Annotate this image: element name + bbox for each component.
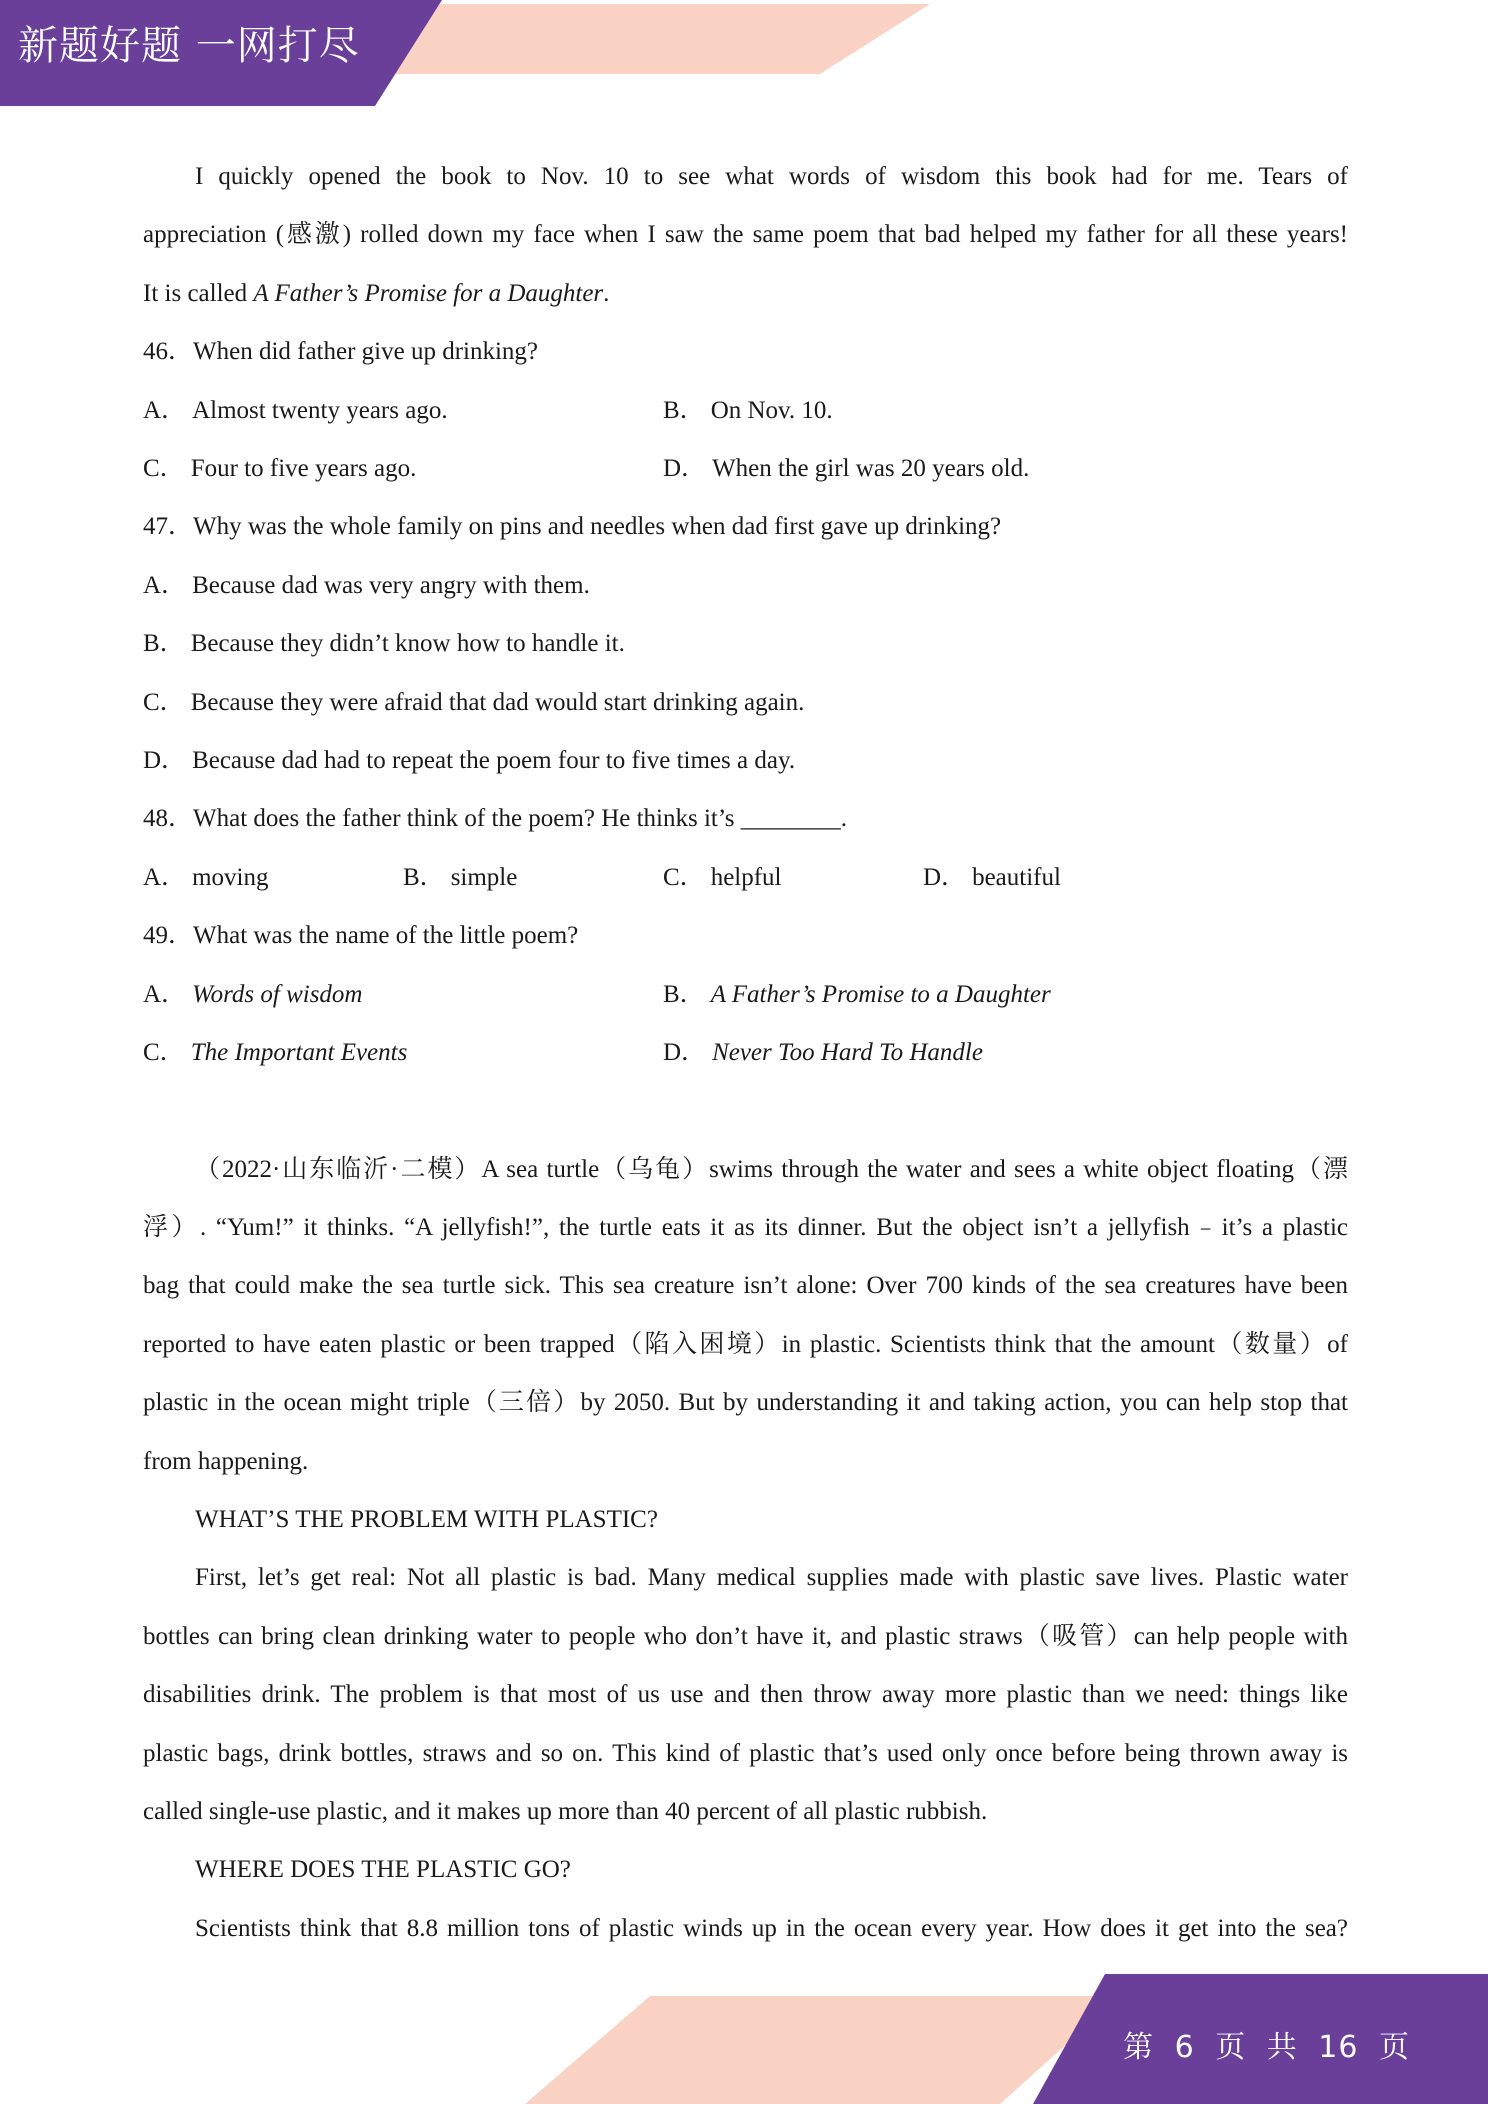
option-b[interactable]: B． Because they didn’t know how to handle it. [143,630,625,658]
option-row [143,1024,1348,1082]
passage-line: disabilities drink. The problem is that most of us use and then throw away more plastic than we need: things like [143,1681,1348,1709]
document-body [143,148,1348,1958]
page-number: 第 6 页 共 16 页 [1123,2030,1410,2065]
passage-line: bottles can bring clean drinking water to people who don’t have it, and plastic straws（吸管）can help people with [143,1622,1348,1650]
passage-line: I quickly opened the book to Nov. 10 to see what words of wisdom this book had for me. Tears of [195,163,1348,190]
option-a[interactable]: A． moving [143,863,269,891]
option-d[interactable]: D． beautiful [923,863,1061,891]
passage-line: reported to have eaten plastic or been trapped（陷入困境）in plastic. Scientists think that the amount（数量）of [143,1330,1348,1358]
option-b[interactable]: B． simple [403,863,518,891]
header-title: 新题好题 一网打尽 [18,23,360,69]
passage-line: plastic bags, drink bottles, straws and so on. This kind of plastic that’s used only once before being thrown away is [143,1739,1348,1767]
footer-peach-stripe [525,1996,1120,2104]
question-48 [143,790,1348,907]
poem-title: A Father’s Promise for a Daughter [253,279,604,307]
passage-1 [143,148,1348,323]
question-47 [143,498,1348,790]
passage-2 [143,1141,1348,1959]
passage-line: plastic in the ocean might triple（三倍）by 2050. But by understanding it and taking action, you can help stop that [143,1389,1348,1417]
question-49 [143,907,1348,1082]
passage-line: Scientists think that 8.8 million tons of plastic winds up in the ocean every year. How does it get into the sea? [195,1914,1348,1942]
passage-line: bag that could make the sea turtle sick. This sea creature isn’t alone: Over 700 kinds of the sea creatures have been [143,1272,1348,1300]
option-d[interactable]: D． When the girl was 20 years old. [663,455,1030,483]
question-46 [143,323,1348,498]
banner-peach-stripe [390,4,930,74]
question-stem: 48．What does the father think of the poem? He thinks it’s ________. [143,805,848,833]
option-a[interactable]: A． Because dad was very angry with them. [143,571,590,599]
passage-line: First, let’s get real: Not all plastic is bad. Many medical supplies made with plastic save lives. Plastic water [195,1564,1348,1592]
section-heading: WHERE DOES THE PLASTIC GO? [195,1856,571,1884]
option-row [143,382,1348,440]
section-heading: WHAT’S THE PROBLEM WITH PLASTIC? [195,1505,658,1533]
option-c[interactable]: C． Because they were afraid that dad would start drinking again. [143,688,805,716]
passage-line: from happening. [143,1447,309,1475]
question-stem: 47．Why was the whole family on pins and needles when dad first gave up drinking? [143,513,1002,541]
option-a[interactable]: A． Words of wisdom [143,980,363,1008]
passage-line: appreciation (感激) rolled down my face when I saw the same poem that bad helped my father for all these years! [143,221,1348,249]
option-row [143,849,1348,907]
option-row [143,966,1348,1024]
passage-line: 浮）. “Yum!” it thinks. “A jellyfish!”, the turtle eats it as its dinner. But the object isn’t a jellyfish﹣it’s a plastic [143,1213,1348,1241]
option-a[interactable]: A． Almost twenty years ago. [143,396,448,424]
option-b[interactable]: B． A Father’s Promise to a Daughter [663,980,1051,1008]
option-row [143,440,1348,498]
option-c[interactable]: C． The Important Events [143,1039,408,1067]
section-gap [143,1083,1348,1141]
option-c[interactable]: C． helpful [663,863,782,891]
passage-line: It is called A Father’s Promise for a Daughter. [143,279,610,307]
option-c[interactable]: C． Four to five years ago. [143,455,417,483]
option-d[interactable]: D． Because dad had to repeat the poem four to five times a day. [143,747,796,775]
option-d[interactable]: D． Never Too Hard To Handle [663,1039,983,1067]
passage-line: called single-use plastic, and it makes up more than 40 percent of all plastic rubbish. [143,1797,988,1825]
question-stem: 49．What was the name of the little poem? [143,922,579,950]
option-b[interactable]: B． On Nov. 10. [663,396,833,424]
question-stem: 46．When did father give up drinking? [143,338,539,366]
passage-line: （2022·山东临沂·二模）A sea turtle（乌龟）swims through the water and sees a white object floating（漂 [195,1155,1348,1183]
